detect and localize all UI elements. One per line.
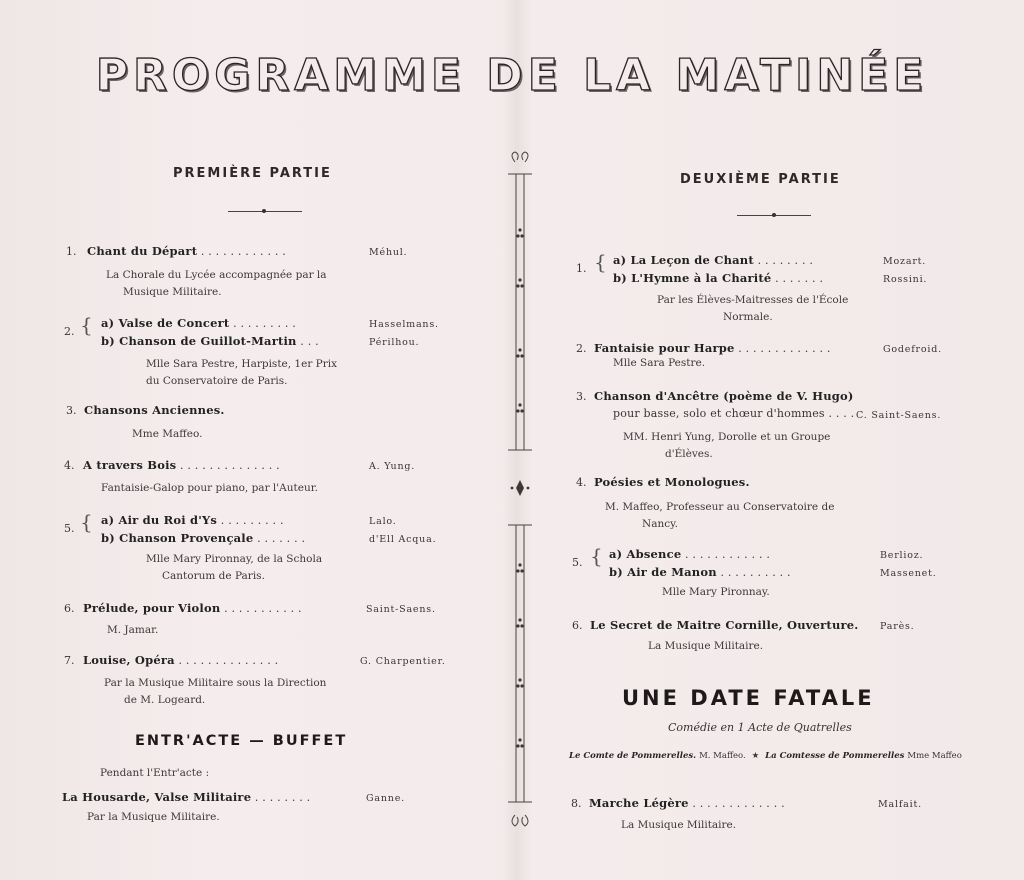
composer: G. Charpentier. — [360, 656, 446, 667]
item-title: Marche Légère . . . . . . . . . . . . . — [589, 796, 785, 810]
item-title: a) Air du Roi d'Ys . . . . . . . . . — [101, 513, 284, 527]
item-title: A travers Bois . . . . . . . . . . . . . . — [83, 458, 280, 472]
item-title: Chanson d'Ancêtre (poème de V. Hugo) — [594, 389, 854, 403]
part-one-heading: PREMIÈRE PARTIE — [173, 166, 332, 181]
entracte-heading: ENTR'ACTE — BUFFET — [135, 733, 348, 749]
performer-line: Musique Militaire. — [123, 286, 222, 298]
item-title: a) Valse de Concert . . . . . . . . . — [101, 316, 296, 330]
cast-line: Le Comte de Pommerelles. M. Maffeo. ★ La Comtesse de Pommerelles Mme Maffeo — [569, 751, 962, 761]
item-number: 3. — [576, 390, 587, 403]
item-title: a) La Leçon de Chant . . . . . . . . — [613, 253, 814, 267]
ornament-dot — [772, 213, 776, 217]
center-divider-ornament — [505, 150, 535, 830]
item-title: b) L'Hymne à la Charité . . . . . . . — [613, 271, 824, 285]
play-title: UNE DATE FATALE — [622, 686, 875, 710]
item-title: a) Absence . . . . . . . . . . . . — [609, 547, 771, 561]
performer-line: Par la Musique Militaire sous la Direction — [104, 677, 327, 689]
composer: Rossini. — [883, 274, 928, 285]
performer-line: Normale. — [723, 311, 773, 323]
composer: Mozart. — [883, 256, 927, 267]
item-number: 6. — [64, 602, 75, 615]
item-number: 4. — [64, 459, 75, 472]
performer-line: La Musique Militaire. — [621, 819, 737, 831]
performer-line: de M. Logeard. — [124, 694, 206, 706]
performer-line: Mlle Mary Pironnay, de la Schola — [146, 553, 323, 565]
composer: d'Ell Acqua. — [369, 534, 437, 545]
composer: Massenet. — [880, 568, 937, 579]
composer: A. Yung. — [369, 461, 416, 472]
composer: Godefroid. — [883, 344, 942, 355]
item-title: Louise, Opéra . . . . . . . . . . . . . . — [83, 653, 279, 667]
item-title: La Housarde, Valse Militaire . . . . . . . . — [62, 790, 311, 804]
play-subtitle: Comédie en 1 Acte de Quatrelles — [668, 721, 852, 734]
performer-line: Par la Musique Militaire. — [87, 811, 220, 823]
performer-line: Cantorum de Paris. — [162, 570, 265, 582]
composer: C. Saint-Saens. — [856, 410, 942, 421]
star-icon: ★ — [751, 751, 760, 761]
performer-line: Fantaisie-Galop pour piano, par l'Auteur. — [101, 482, 318, 494]
item-title: Le Secret de Maitre Cornille, Ouverture. — [590, 618, 859, 632]
performer-line: La Musique Militaire. — [648, 640, 764, 652]
item-title: b) Air de Manon . . . . . . . . . . — [609, 565, 791, 579]
composer: Saint-Saens. — [366, 604, 436, 615]
brace: { — [80, 510, 93, 534]
performer-line: Par les Élèves-Maitresses de l'École — [657, 294, 849, 306]
item-number: 2. — [64, 325, 75, 338]
brace: { — [80, 313, 93, 337]
performer-line: MM. Henri Yung, Dorolle et un Groupe — [623, 431, 831, 443]
composer: Malfait. — [878, 799, 922, 810]
item-title: b) Chanson de Guillot-Martin . . . — [101, 334, 319, 348]
item-number: 5. — [64, 522, 75, 535]
item-number: 3. — [66, 404, 77, 417]
performer-line: La Chorale du Lycée accompagnée par la — [106, 269, 327, 281]
performer-line: Nancy. — [642, 518, 678, 530]
item-number: 8. — [571, 797, 582, 810]
item-number: 1. — [66, 245, 77, 258]
item-title: b) Chanson Provençale . . . . . . . — [101, 531, 306, 545]
ornament-dot — [262, 209, 266, 213]
performer-line: d'Élèves. — [665, 448, 713, 460]
composer: Périlhou. — [369, 337, 420, 348]
performer-line: Mme Maffeo. — [132, 428, 203, 440]
performer-line: Mlle Mary Pironnay. — [662, 586, 770, 598]
part-two-heading: DEUXIÈME PARTIE — [680, 172, 841, 187]
composer: Lalo. — [369, 516, 397, 527]
performer-line: Mlle Sara Pestre. — [613, 357, 706, 369]
composer: Hasselmans. — [369, 319, 439, 330]
composer: Parès. — [880, 621, 915, 632]
item-number: 2. — [576, 342, 587, 355]
item-title: Prélude, pour Violon . . . . . . . . . . . — [83, 601, 302, 615]
item-title: Chansons Anciennes. — [84, 403, 225, 417]
brace: { — [590, 544, 603, 568]
composer: Méhul. — [369, 247, 408, 258]
item-number: 1. — [576, 262, 587, 275]
item-title: Fantaisie pour Harpe . . . . . . . . . . . . . — [594, 341, 831, 355]
item-number: 5. — [572, 556, 583, 569]
item-number: 6. — [572, 619, 583, 632]
entracte-note: Pendant l'Entr'acte : — [100, 767, 210, 779]
item-number: 7. — [64, 654, 75, 667]
item-number: 4. — [576, 476, 587, 489]
performer-line: M. Jamar. — [107, 624, 159, 636]
page-title: PROGRAMME DE LA MATINÉE — [95, 50, 929, 101]
performer-line: M. Maffeo, Professeur au Conservatoire de — [605, 501, 835, 513]
performer-line: du Conservatoire de Paris. — [146, 375, 288, 387]
performer-line: Mlle Sara Pestre, Harpiste, 1er Prix — [146, 358, 338, 370]
brace: { — [594, 250, 607, 274]
item-title: Chant du Départ . . . . . . . . . . . . — [87, 244, 286, 258]
composer: Berlioz. — [880, 550, 924, 561]
item-title: Poésies et Monologues. — [594, 475, 750, 489]
item-subtitle: pour basse, solo et chœur d'hommes . . . . — [613, 407, 855, 420]
composer: Ganne. — [366, 793, 405, 804]
